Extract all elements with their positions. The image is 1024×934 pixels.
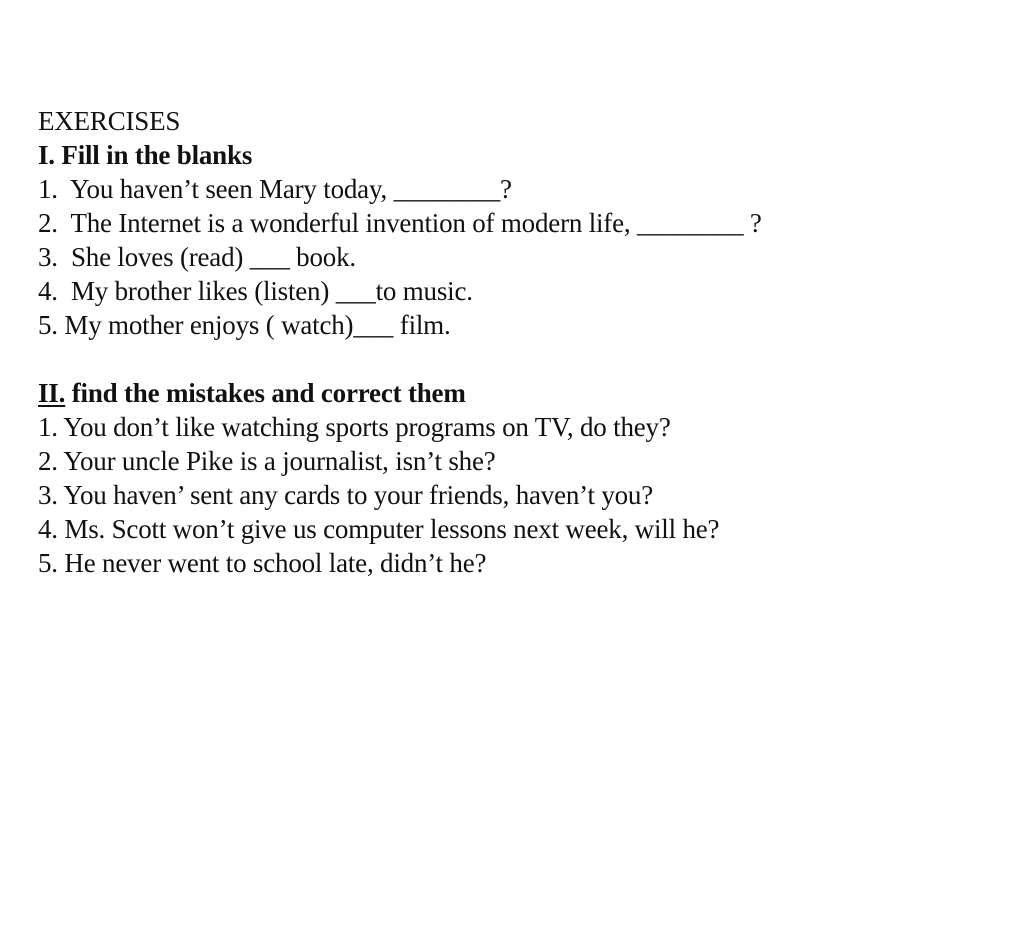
section-1-item-2: 2. The Internet is a wonderful invention of modern life, ________ ? — [38, 208, 762, 238]
section-1-item-1: 1. You haven’t seen Mary today, ________? — [38, 174, 512, 204]
section-2-item-3: 3. You haven’ sent any cards to your friends, haven’t you? — [38, 480, 654, 510]
section-1-item-5: 5. My mother enjoys ( watch)___ film. — [38, 310, 451, 340]
section-2-heading-number: II. — [38, 378, 66, 408]
section-1-item-4: 4. My brother likes (listen) ___to music. — [38, 276, 473, 306]
section-1-item-3: 3. She loves (read) ___ book. — [38, 242, 356, 272]
document-title: EXERCISES — [38, 106, 181, 136]
section-2-item-5: 5. He never went to school late, didn’t he? — [38, 548, 487, 578]
section-1-heading: I. Fill in the blanks — [38, 140, 253, 170]
exercise-document — [38, 104, 998, 580]
section-2-heading — [38, 376, 998, 410]
section-2-item-4: 4. Ms. Scott won’t give us computer lessons next week, will he? — [38, 514, 720, 544]
section-2-item-1: 1. You don’t like watching sports programs on TV, do they? — [38, 412, 671, 442]
section-2-item-2: 2. Your uncle Pike is a journalist, isn’t she? — [38, 446, 496, 476]
section-spacer — [38, 342, 998, 376]
section-2-heading-text: find the mistakes and correct them — [65, 378, 466, 408]
